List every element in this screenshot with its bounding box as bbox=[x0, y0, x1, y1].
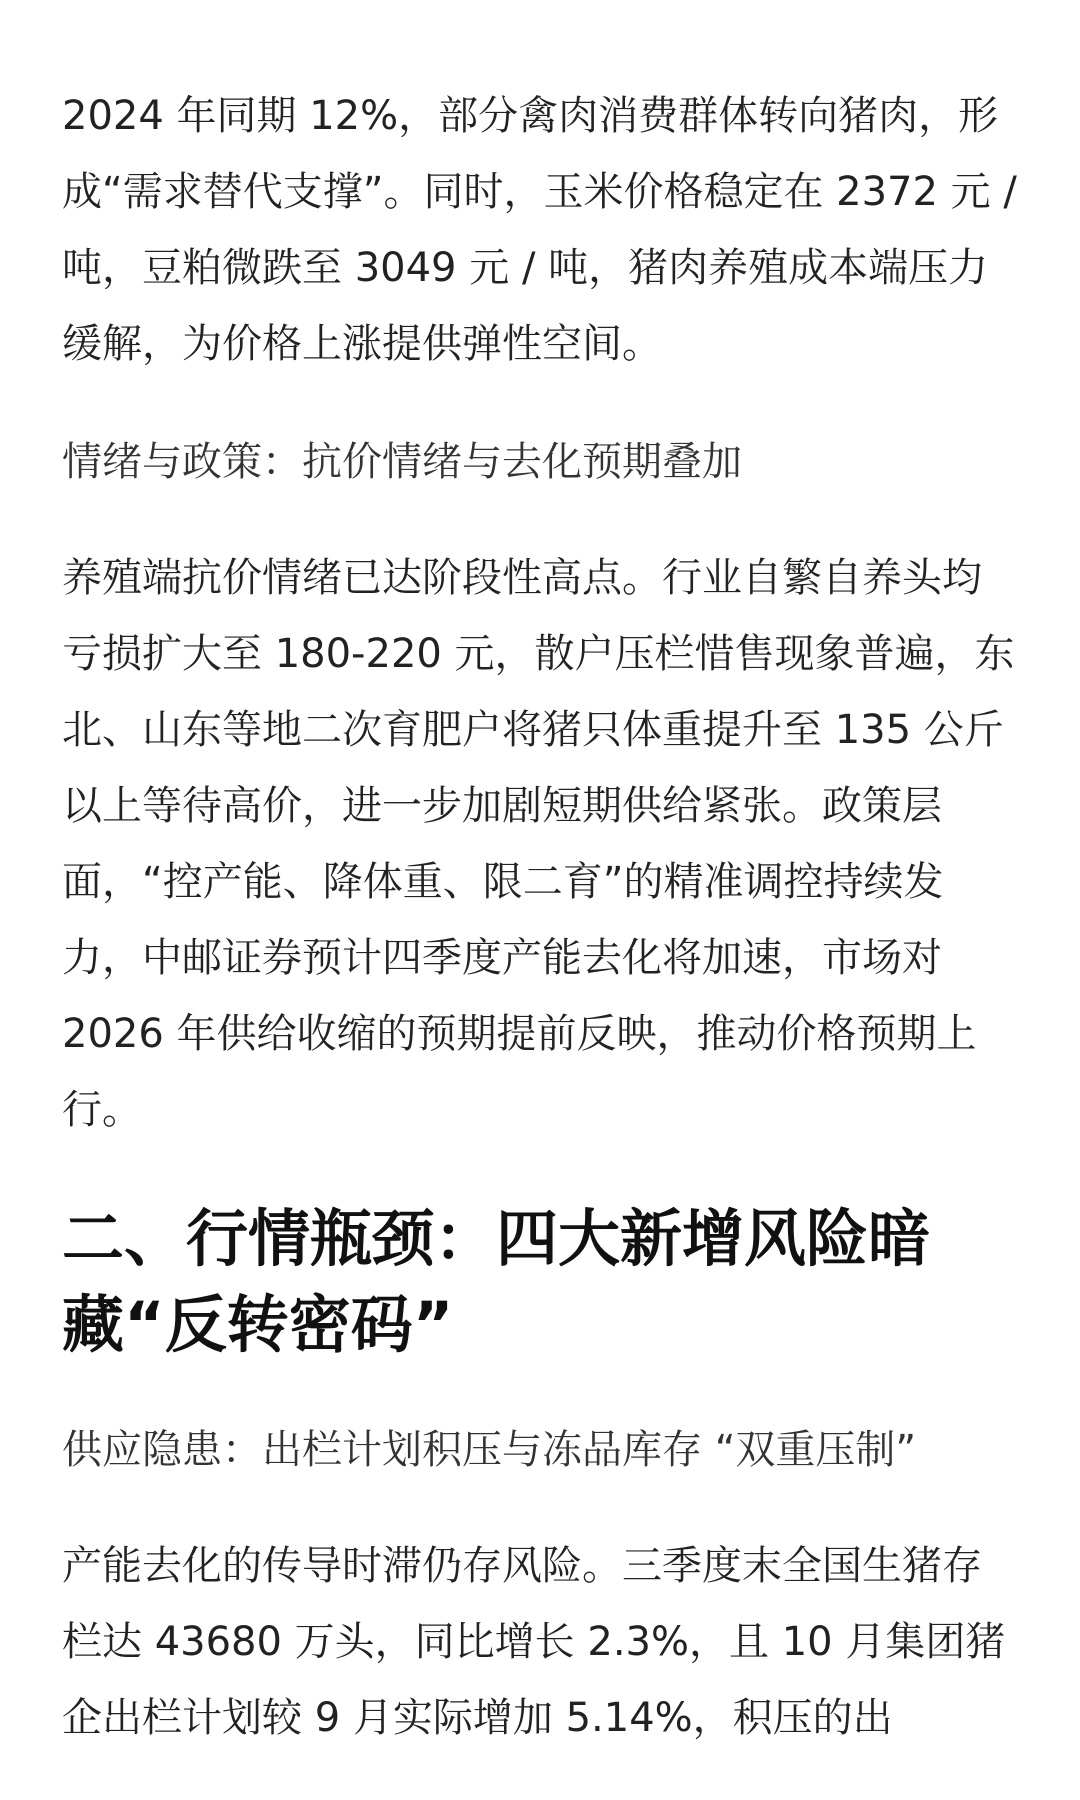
subheading-sentiment-policy: 情绪与政策：抗价情绪与去化预期叠加 bbox=[62, 439, 742, 485]
section-heading-bottleneck: 二、行情瓶颈：四大新增风险暗藏“反转密码” bbox=[62, 1202, 931, 1361]
subheading-supply-risk: 供应隐患：出栏计划积压与冻品库存 “双重压制” bbox=[62, 1427, 917, 1473]
paragraph-sentiment-policy: 养殖端抗价情绪已达阶段性高点。行业自繁自养头均亏损扩大至 180-220 元，散户压栏惜售现象普遍，东北、山东等地二次育肥户将猪只体重提升至 135 公斤以上等待高价，进一步加剧短期供给紧张。政策层面，“控产能、降体重、限二育”的精准调控持续发力，中邮证券预计四季度产能去化将加速，市场对 2026 年供给收缩的预期提前反映，推动价格预期上行。 bbox=[62, 555, 1015, 1133]
paragraph-demand-cost: 2024 年同期 12%，部分禽肉消费群体转向猪肉，形成“需求替代支撑”。同时，玉米价格稳定在 2372 元 / 吨，豆粕微跌至 3049 元 / 吨，猪肉养殖成本端压力缓解，为价格上涨提供弹性空间。 bbox=[62, 93, 1017, 367]
paragraph-supply-risk: 产能去化的传导时滞仍存风险。三季度末全国生猪存栏达 43680 万头，同比增长 2.3%，且 10 月集团猪企出栏计划较 9 月实际增加 5.14%，积压的出 bbox=[62, 1543, 1006, 1741]
